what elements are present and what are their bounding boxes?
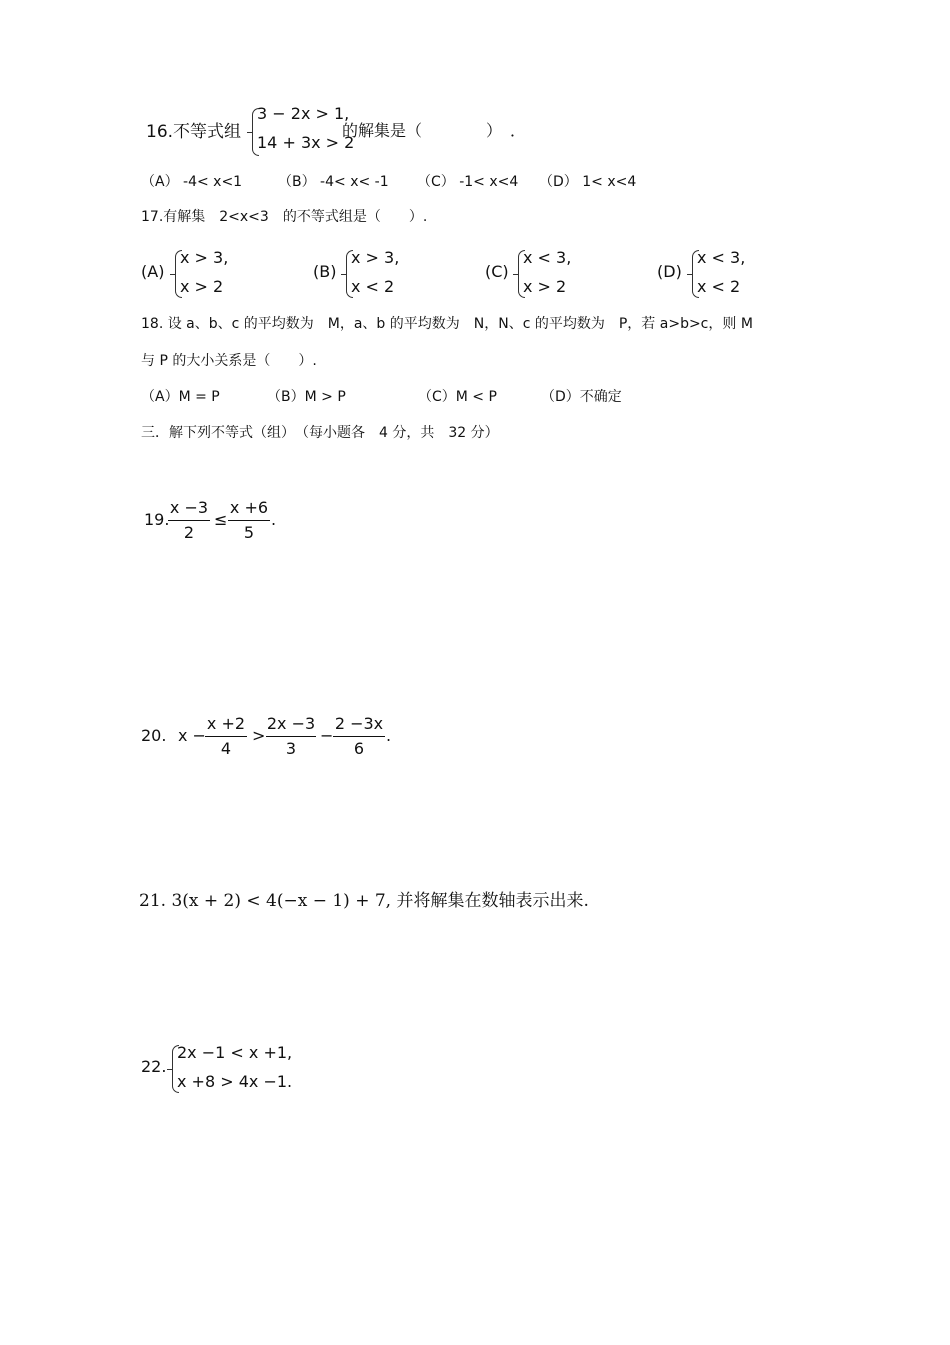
q17-option-a-line1: x > 3, (180, 248, 229, 267)
q20-fraction-1 (205, 713, 247, 760)
q20-fraction-3 (333, 713, 385, 760)
q20-fraction-3-numerator: 2 −3x (334, 714, 384, 733)
q19-fraction-right (228, 497, 270, 544)
q20-fraction-1-numerator: x +2 (206, 714, 246, 733)
q18-option-a: （A）M = P (141, 389, 220, 405)
q16-option-d: （D） 1< x<4 (539, 174, 637, 190)
q16-option-a: （A） -4< x<1 (141, 174, 243, 190)
q17-option-a-label: (A) (141, 262, 165, 281)
q19-fraction-left-numerator: x −3 (169, 498, 209, 517)
q20-label: 20. (141, 726, 167, 745)
q18-line2: 与 P 的大小关系是（ ）. (141, 353, 317, 369)
q16-label: 16.不等式组 (146, 122, 242, 142)
q20-fraction-3-bar (333, 736, 385, 737)
q20-fraction-2-numerator: 2x −3 (266, 714, 316, 733)
q20-fraction-1-denominator: 4 (220, 739, 232, 758)
q18-option-c: （C）M < P (418, 389, 497, 405)
q20-fraction-1-bar (205, 736, 247, 737)
q17-option-b-line2: x < 2 (351, 277, 395, 296)
q16-option-c: （C） -1< x<4 (417, 174, 519, 190)
q17-option-b-label: (B) (313, 262, 337, 281)
q19-fraction-left (168, 497, 210, 544)
q16-system-line1: 3 − 2x > 1, (257, 104, 350, 123)
q20-fraction-2 (266, 713, 316, 760)
q18-option-d: （D）不确定 (541, 389, 622, 405)
q17-option-c-line1: x < 3, (523, 248, 572, 267)
q22-system-line1: 2x −1 < x +1, (177, 1043, 293, 1062)
q17-option-c-line2: x > 2 (523, 277, 567, 296)
q16-system-line2: 14 + 3x > 2 (257, 133, 355, 152)
q19-operator: ≤ (214, 510, 228, 529)
q22-system-line2: x +8 > 4x −1. (177, 1072, 293, 1091)
q17-option-d-line2: x < 2 (697, 277, 741, 296)
q20-operator-minus: − (320, 726, 334, 745)
q18-option-b: （B）M > P (267, 389, 346, 405)
q19-fraction-left-bar (168, 520, 210, 521)
q16-option-b: （B） -4< x< -1 (278, 174, 389, 190)
q20-fraction-3-denominator: 6 (353, 739, 365, 758)
q20-fraction-2-denominator: 3 (285, 739, 297, 758)
q22-label: 22. (141, 1057, 167, 1076)
q21-text: 21. 3(x + 2) < 4(−x − 1) + 7, 并将解集在数轴表示出来. (139, 891, 589, 911)
q20-x-term: x − (178, 726, 206, 745)
q16-suffix: 的解集是（ ） ． (342, 121, 527, 140)
q19-period: . (271, 510, 277, 529)
q17-stem: 17.有解集 2<x<3 的不等式组是（ ）. (141, 209, 428, 225)
section-3-heading: 三．解下列不等式（组） （每小题各 4 分，共 32 分） (141, 425, 499, 441)
q17-option-b-line1: x > 3, (351, 248, 400, 267)
q19-fraction-right-bar (228, 520, 270, 521)
q17-option-d-label: (D) (657, 262, 682, 281)
q20-fraction-2-bar (266, 736, 316, 737)
q19-fraction-right-numerator: x +6 (229, 498, 269, 517)
q17-option-c-label: (C) (485, 262, 509, 281)
q19-fraction-left-denominator: 2 (183, 523, 195, 542)
q19-fraction-right-denominator: 5 (243, 523, 255, 542)
q17-option-d-line1: x < 3, (697, 248, 746, 267)
q20-period: . (386, 726, 392, 745)
q18-line1: 18. 设 a、b、c 的平均数为 M，a、b 的平均数为 N，N、c 的平均数为 P，若 a>b>c，则 M (141, 316, 753, 332)
q20-operator-greater: > (252, 726, 266, 745)
q19-label: 19. (144, 510, 170, 529)
q17-option-a-line2: x > 2 (180, 277, 224, 296)
